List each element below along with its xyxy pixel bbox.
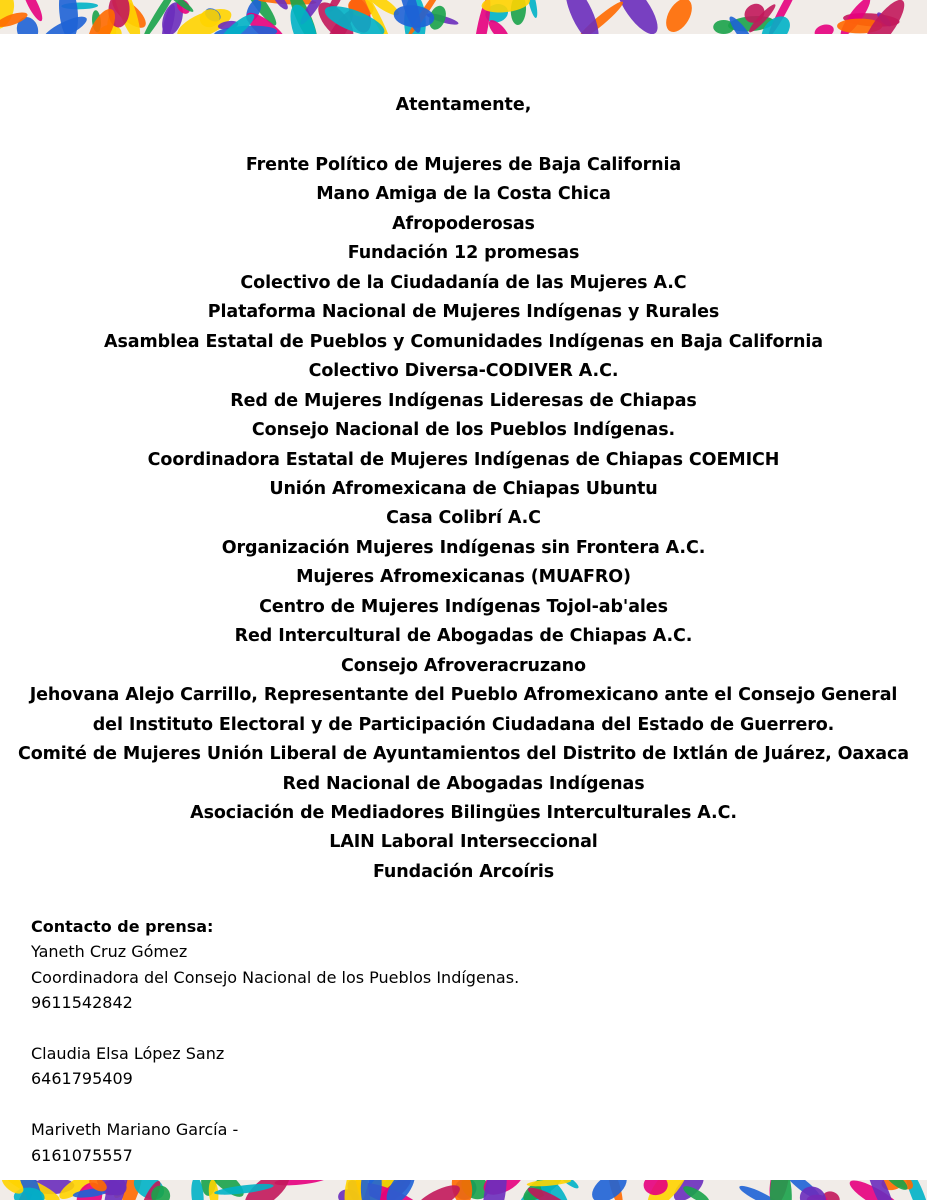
bottom-embroidery-border bbox=[0, 1180, 927, 1200]
press-contact-block bbox=[31, 914, 731, 1168]
spacer bbox=[31, 1092, 731, 1117]
signoff: Atentamente, bbox=[395, 95, 532, 115]
organization-item: Casa Colibrí A.C bbox=[386, 508, 541, 529]
spacer bbox=[31, 1016, 731, 1041]
organization-item: Fundación 12 promesas bbox=[347, 243, 580, 264]
organization-item: Plataforma Nacional de Mujeres Indígenas y Rurales bbox=[207, 302, 720, 323]
embroidery-pattern-icon bbox=[0, 0, 927, 34]
embroidery-petal bbox=[360, 1180, 383, 1200]
organization-item: Organización Mujeres Indígenas sin Frontera A.C. bbox=[221, 537, 706, 558]
contact-phone: 9611542842 bbox=[31, 993, 133, 1013]
organization-item: Colectivo de la Ciudadanía de las Mujeres A.C bbox=[240, 272, 687, 293]
organization-item: LAIN Laboral Interseccional bbox=[329, 832, 598, 853]
organization-item: del Instituto Electoral y de Participación Ciudadana del Estado de Guerrero. bbox=[92, 714, 835, 735]
contact-phone: 6461795409 bbox=[31, 1069, 133, 1089]
press-contact-heading: Contacto de prensa: bbox=[31, 917, 214, 936]
organization-item: Asamblea Estatal de Pueblos y Comunidades Indígenas en Baja California bbox=[104, 331, 823, 352]
organization-item: Coordinadora Estatal de Mujeres Indígenas de Chiapas COEMICH bbox=[147, 449, 780, 470]
contact-name: Claudia Elsa López Sanz bbox=[31, 1044, 225, 1064]
organization-item: Asociación de Mediadores Bilingües Interculturales A.C. bbox=[190, 802, 737, 823]
organization-item: Mujeres Afromexicanas (MUAFRO) bbox=[296, 567, 631, 588]
organization-item: Red Nacional de Abogadas Indígenas bbox=[282, 773, 645, 794]
organizations-list bbox=[0, 151, 927, 887]
organization-item: Frente Político de Mujeres de Baja California bbox=[245, 155, 682, 175]
organization-item: Centro de Mujeres Indígenas Tojol-ab'ales bbox=[259, 596, 668, 617]
contact-phone: 6161075557 bbox=[31, 1145, 133, 1165]
organization-item: Red de Mujeres Indígenas Lideresas de Chiapas bbox=[230, 390, 697, 411]
embroidery-pattern-icon bbox=[0, 1180, 927, 1200]
organization-item: Fundación Arcoíris bbox=[372, 861, 555, 882]
top-embroidery-border bbox=[0, 0, 927, 34]
contact-name: Mariveth Mariano García - bbox=[31, 1120, 239, 1140]
organization-item: Consejo Afroveracruzano bbox=[341, 655, 586, 676]
organization-item: Mano Amiga de la Costa Chica bbox=[316, 184, 611, 205]
organization-item: Comité de Mujeres Unión Liberal de Ayuntamientos del Distrito de Ixtlán de Juárez, Oaxaca bbox=[17, 744, 910, 765]
contact-role: Coordinadora del Consejo Nacional de los Pueblos Indígenas. bbox=[31, 967, 520, 987]
organization-item: Colectivo Diversa-CODIVER A.C. bbox=[308, 361, 619, 382]
contact-name: Yaneth Cruz Gómez bbox=[31, 942, 188, 962]
organization-item: Unión Afromexicana de Chiapas Ubuntu bbox=[269, 478, 658, 499]
embroidery-petal bbox=[769, 1180, 792, 1200]
organization-item: Consejo Nacional de los Pueblos Indígenas. bbox=[251, 420, 676, 441]
organization-item: Jehovana Alejo Carrillo, Representante del Pueblo Afromexicano ante el Consejo General bbox=[29, 685, 898, 706]
organization-item: Afropoderosas bbox=[392, 213, 535, 234]
organization-item: Red Intercultural de Abogadas de Chiapas A.C. bbox=[234, 626, 693, 647]
